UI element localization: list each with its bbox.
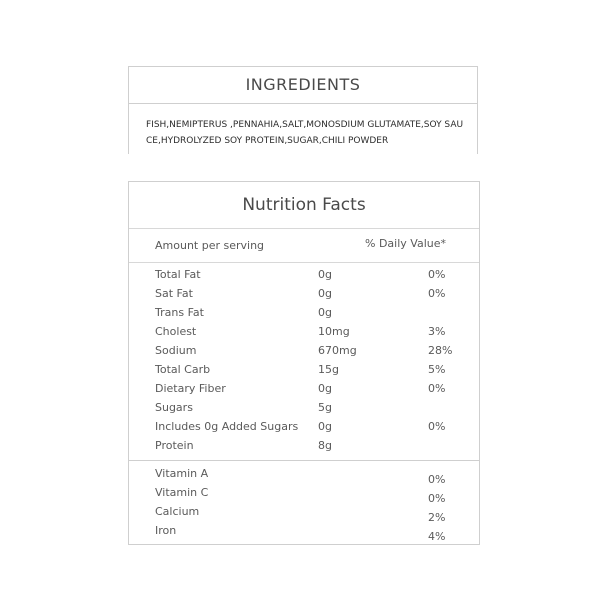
nutrient-amount: 10mg — [318, 325, 350, 338]
ingredients-panel — [128, 66, 478, 154]
nutrient-row-total-fat — [129, 268, 479, 287]
nutrient-label: Includes 0g Added Sugars — [155, 420, 299, 433]
vitamin-row-iron — [129, 524, 479, 543]
amount-per-serving-label: Amount per serving — [155, 239, 265, 252]
nutrient-label: Cholest — [155, 325, 197, 338]
nutrient-row-total-carb — [129, 363, 479, 382]
ingredients-title: INGREDIENTS — [129, 67, 477, 104]
vitamin-label: Calcium — [155, 505, 200, 518]
nutrient-row-trans-fat — [129, 306, 479, 325]
nutrient-amount: 0g — [318, 420, 332, 433]
nutrient-amount: 15g — [318, 363, 339, 376]
nutrient-row-dietary-fiber — [129, 382, 479, 401]
ingredients-text: FISH,NEMIPTERUS ,PENNAHIA,SALT,MONOSDIUM GLUTAMATE,SOY SAUCE,HYDROLYZED SOY PROTEIN,SUGAR,CHILI POWDER — [146, 120, 464, 146]
vitamin-daily-value: 2% — [428, 511, 446, 524]
nutrient-amount: 0g — [318, 306, 332, 319]
nutrient-list — [129, 263, 479, 461]
nutrient-row-sat-fat — [129, 287, 479, 306]
vitamin-label: Iron — [155, 524, 177, 537]
nutrient-amount: 8g — [318, 439, 332, 452]
nutrient-daily-value: 0% — [428, 382, 446, 395]
nutrition-facts-panel — [128, 181, 480, 545]
vitamin-daily-value: 0% — [428, 492, 446, 505]
nutrient-label: Total Fat — [155, 268, 201, 281]
nutrient-label: Dietary Fiber — [155, 382, 226, 395]
vitamin-label: Vitamin C — [155, 486, 209, 499]
nutrient-label: Sugars — [155, 401, 193, 414]
nutrient-daily-value: 5% — [428, 363, 446, 376]
nutrient-amount: 0g — [318, 382, 332, 395]
nutrient-label: Total Carb — [155, 363, 211, 376]
nutrition-header-row — [129, 229, 479, 263]
nutrition-facts-title: Nutrition Facts — [129, 182, 479, 229]
nutrient-row-added-sugars — [129, 420, 479, 439]
nutrient-label: Trans Fat — [155, 306, 204, 319]
vitamin-row-vitamin-c — [129, 486, 479, 505]
nutrient-daily-value: 0% — [428, 420, 446, 433]
vitamin-row-calcium — [129, 505, 479, 524]
nutrient-daily-value: 3% — [428, 325, 446, 338]
vitamin-row-vitamin-a — [129, 467, 479, 486]
vitamin-label: Vitamin A — [155, 467, 209, 480]
nutrient-amount: 5g — [318, 401, 332, 414]
nutrient-row-cholest — [129, 325, 479, 344]
nutrient-row-protein — [129, 439, 479, 458]
nutrient-daily-value: 0% — [428, 287, 446, 300]
nutrient-row-sugars — [129, 401, 479, 420]
nutrient-amount: 0g — [318, 268, 332, 281]
vitamin-list — [129, 461, 479, 545]
nutrient-daily-value: 0% — [428, 268, 446, 281]
nutrient-daily-value: 28% — [428, 344, 453, 357]
nutrient-label: Sat Fat — [155, 287, 193, 300]
daily-value-header: % Daily Value* — [365, 237, 446, 250]
vitamin-daily-value: 0% — [428, 473, 446, 486]
nutrient-row-sodium — [129, 344, 479, 363]
vitamin-daily-value: 4% — [428, 530, 446, 543]
nutrient-amount: 0g — [318, 287, 332, 300]
nutrient-amount: 670mg — [318, 344, 357, 357]
nutrient-label: Sodium — [155, 344, 197, 357]
nutrient-label: Protein — [155, 439, 194, 452]
